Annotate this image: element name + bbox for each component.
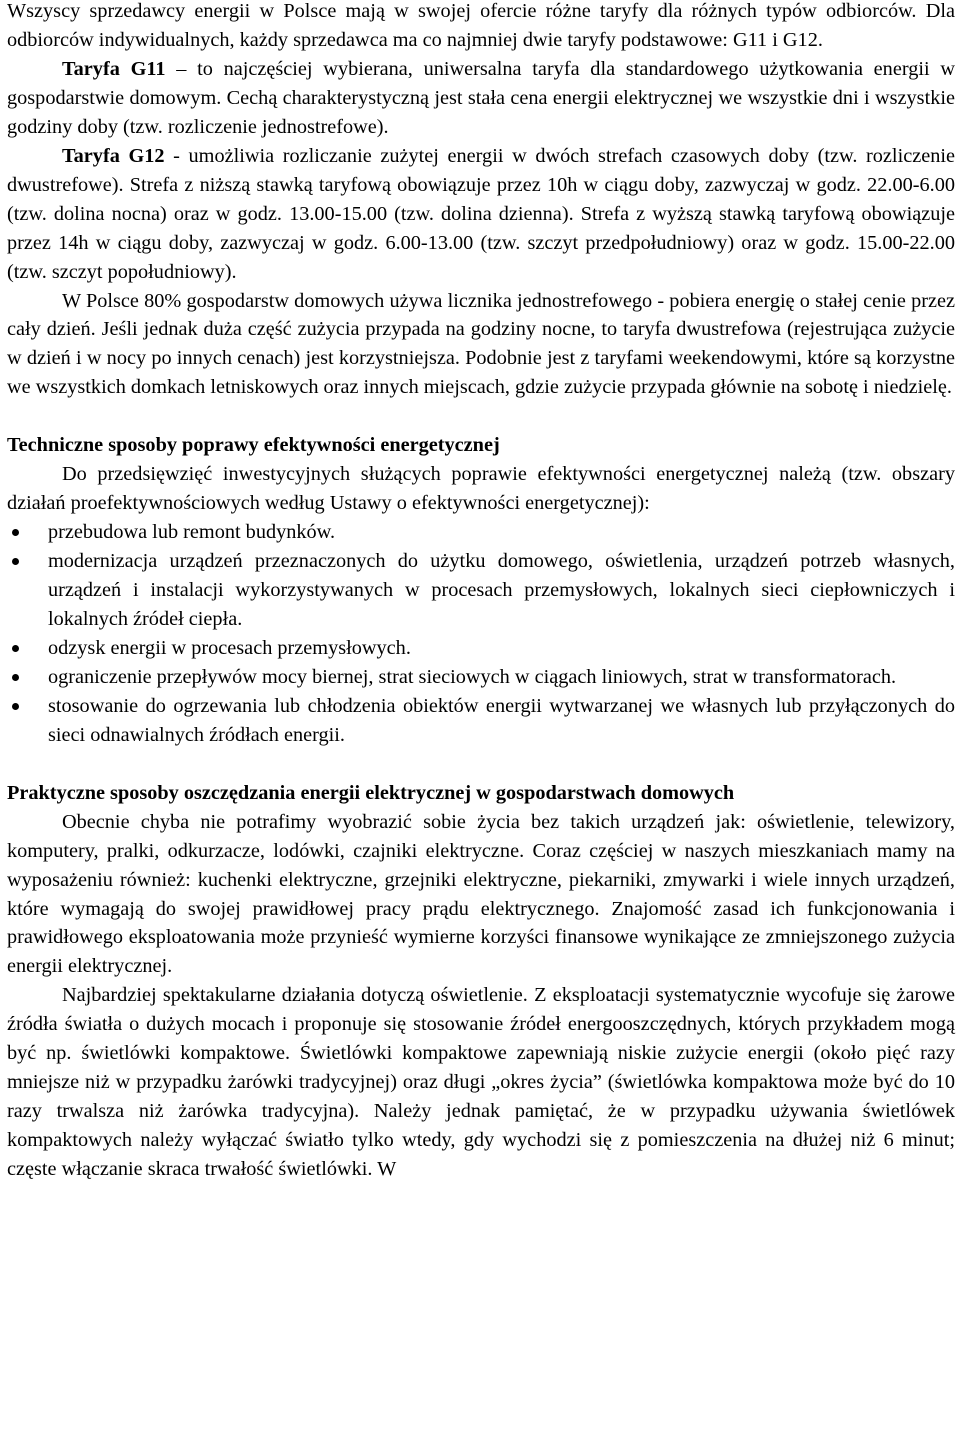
- list-item: [7, 692, 955, 750]
- list-item-text: stosowanie do ogrzewania lub chłodzenia obiektów energii wytwarzanej we własnych lub przyłączonych do sieci odnawialnych źródłach energii.: [48, 694, 955, 746]
- spacer: [7, 402, 955, 431]
- section-heading-practical: Praktyczne sposoby oszczędzania energii elektrycznej w gospodarstwach domowych: [7, 781, 735, 804]
- bullet-icon: [12, 674, 19, 681]
- section-technical-intro: Do przedsięwzięć inwestycyjnych służących poprawie efektywności energetycznej należą (tzw. obszary działań proefektywnościowych według Ustawy o efektywności energetycznej):: [7, 463, 955, 515]
- list-item-text: odzysk energii w procesach przemysłowych.: [48, 636, 411, 659]
- list-item: [7, 518, 955, 547]
- bullet-icon: [12, 558, 19, 565]
- intro-paragraph: Wszyscy sprzedawcy energii w Polsce mają w swojej ofercie różne taryfy dla różnych typów odbiorców. Dla odbiorców indywidualnych, każdy sprzedawca ma co najmniej dwie taryfy podstawowe: G11 i G12.: [7, 0, 955, 51]
- tariff-g11-label: Taryfa G11: [62, 57, 166, 80]
- list-item-text: przebudowa lub remont budynków.: [48, 521, 336, 544]
- list-item-text: ograniczenie przepływów mocy biernej, strat sieciowych w ciągach liniowych, strat w transformatorach.: [48, 665, 897, 688]
- bullet-icon: [12, 529, 19, 536]
- bullet-icon: [12, 645, 19, 652]
- list-item-text: modernizacja urządzeń przeznaczonych do użytku domowego, oświetlenia, urządzeń potrzeb własnych, urządzeń i instalacji wykorzystywanych w procesach przemysłowych, lokalnych sieci ciepłowniczych i lokalnych źródeł ciepła.: [48, 550, 955, 630]
- list-item: [7, 663, 955, 692]
- document-page: [7, 0, 955, 1184]
- list-item: [7, 547, 955, 634]
- tariff-g12-paragraph: [7, 142, 955, 287]
- spacer: [7, 750, 955, 779]
- practical-paragraph-2: Najbardziej spektakularne działania dotyczą oświetlenie. Z eksploatacji systematycznie wycofuje się żarowe źródła światła o dużych mocach i proponuje się stosowanie źródeł energooszczędnych, których przykładem mogą być np. świetlówki kompaktowe. Świetlówki kompaktowe zapewniają niskie zużycie energii (około pięć razy mniejsze niż w przypadku żarówki tradycyjnej) oraz długi „okres życia” (świetlówka kompaktowa może być do 10 razy trwalsza niż żarówka tradycyjna). Należy jednak pamiętać, że w przypadku używania świetlówek kompaktowych należy wyłączać światło tylko wtedy, gdy wychodzi się z pomieszczenia na dłużej niż 6 minut; częste włączanie skraca trwałość świetlówki. W: [7, 984, 955, 1181]
- tariff-g12-label: Taryfa G12: [62, 144, 165, 167]
- bullet-icon: [12, 703, 19, 710]
- tariff-g12-text: - umożliwia rozliczanie zużytej energii w dwóch strefach czasowych doby (tzw. rozliczenie dwustrefowe). Strefa z niższą stawką taryfową obowiązuje przez 10h w ciągu doby, zazwyczaj w godz. 22.00-6.00 (tzw. dolina nocna) oraz w godz. 13.00-15.00 (tzw. dolina dzienna). Strefa z wyższą stawką taryfową obowiązuje przez 14h w ciągu doby, zazwyczaj w godz. 6.00-13.00 (tzw. szczyt przedpołudniowy) oraz w godz. 15.00-22.00 (tzw. szczyt popołudniowy).: [7, 144, 955, 283]
- tariff-g11-paragraph: [7, 55, 955, 142]
- tariff-g11-text: – to najczęściej wybierana, uniwersalna taryfa dla standardowego użytkowania energii w gospodarstwie domowym. Cechą charakterystyczną jest stała cena energii elektrycznej we wszystkie dni i wszystkie godziny doby (tzw. rozliczenie jednostrefowe).: [7, 57, 955, 138]
- section-heading-technical: Techniczne sposoby poprawy efektywności energetycznej: [7, 434, 500, 457]
- bullet-list: [7, 518, 955, 750]
- meter-paragraph: W Polsce 80% gospodarstw domowych używa licznika jednostrefowego - pobiera energię o stałej cenie przez cały dzień. Jeśli jednak duża część zużycia przypada na godziny nocne, to taryfa dwustrefowa (rejestrująca zużycie w dzień i w nocy po innych cenach) jest korzystniejsza. Podobnie jest z taryfami weekendowymi, które są korzystne we wszystkich domkach letniskowych oraz innych miejscach, gdzie zużycie przypada głównie na sobotę i niedzielę.: [7, 289, 955, 399]
- list-item: [7, 634, 955, 663]
- practical-paragraph-1: Obecnie chyba nie potrafimy wyobrazić sobie życia bez takich urządzeń jak: oświetlenie, telewizory, komputery, pralki, odkurzacze, lodówki, czajniki elektryczne. Coraz częściej w naszych mieszkaniach mamy na wyposażeniu również: kuchenki elektryczne, grzejniki elektryczne, piekarniki, zmywarki i wiele innych urządzeń, które wymagają do swojej prawidłowej pracy prądu elektrycznego. Znajomość zasad ich funkcjonowania i prawidłowego eksploatowania może przynieść wymierne korzyści finansowe wynikające ze zmniejszonego zużycia energii elektrycznej.: [7, 810, 955, 978]
